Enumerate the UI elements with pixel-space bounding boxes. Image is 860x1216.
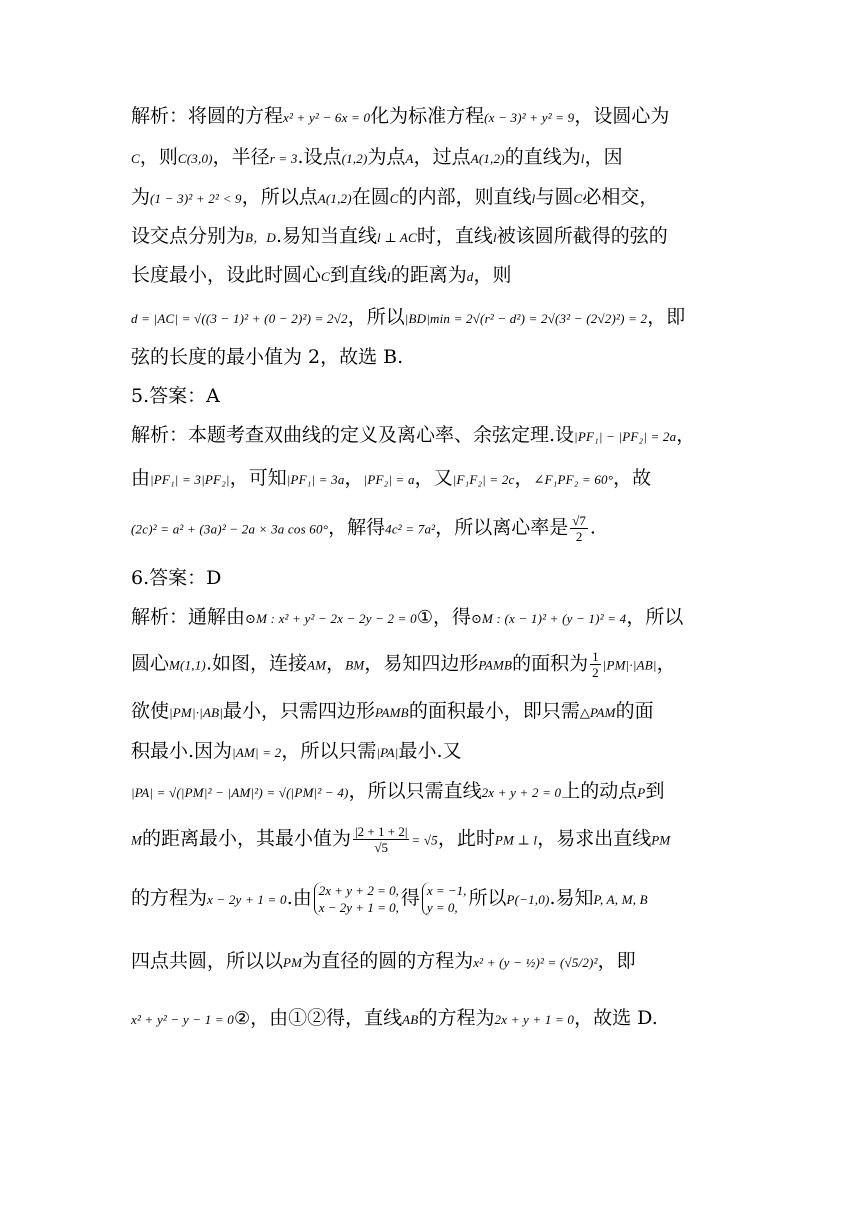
equation: |PM|·|AB| [169, 705, 224, 720]
text: ，所以 [626, 606, 684, 628]
text: 的方程为 [418, 1007, 495, 1029]
solution4-line-5 [131, 261, 740, 291]
equation: |AM| = 2 [232, 745, 282, 760]
text: 必相交， [582, 186, 659, 208]
text: ， [676, 424, 696, 446]
system-row: 2x + y + 2 = 0, [318, 883, 399, 898]
text: 化为标准方程 [370, 105, 485, 127]
equation: d = |AC| = √((3 − 1)² + (0 − 2)²) = 2√2 [131, 311, 348, 326]
text: 欲使 [131, 700, 170, 722]
equation: |PA| = √(|PM|² − |AM|²) = √(|PM|² − 4) [131, 785, 349, 800]
equation: C [321, 269, 330, 284]
text: 被该圆所截得的弦的 [496, 225, 668, 247]
fraction [590, 649, 601, 680]
text: ，又 [414, 467, 453, 489]
text: 由 [131, 467, 151, 489]
equation: A [405, 151, 414, 166]
text: ，所以只需 [281, 740, 377, 762]
text: 弦的长度的最小值为 2，故选 B. [131, 346, 404, 368]
equation: |PF₁| − |PF₂| = 2a [574, 429, 677, 444]
text: . [589, 516, 596, 539]
equation: |PF₁| = 3|PF₂| [150, 472, 230, 487]
equation: l [386, 269, 391, 284]
equation: ⊙M : (x − 1)² + (y − 1)² = 4 [470, 611, 627, 626]
equation: |BD|min = 2√(r² − d²) = 2√(3² − (2√2)²) = 2 [404, 311, 648, 326]
text: 时，直线 [416, 225, 493, 247]
text: 在圆 [351, 186, 390, 208]
text: 所以 [468, 887, 507, 909]
equation: C [573, 191, 583, 206]
text: ， [514, 467, 534, 489]
system-row: x = −1, [426, 883, 467, 898]
text: ，则 [473, 264, 512, 286]
text: 与圆 [535, 186, 574, 208]
text: 的方程为 [131, 887, 208, 909]
equation: B，D [245, 230, 276, 245]
text: 圆心 [131, 652, 170, 675]
fraction-numerator: 1 [592, 649, 599, 664]
solution6-line-8 [131, 947, 740, 977]
text: 解析：将圆的方程 [131, 105, 284, 127]
text: .易知 [549, 887, 594, 909]
text: ，得 [432, 606, 471, 628]
text: 的直线为 [504, 146, 581, 168]
text: 解析：通解由 [131, 606, 246, 628]
equation: PM [283, 955, 303, 970]
text: ，所以只需直线 [348, 780, 482, 802]
equation: AM [307, 657, 327, 673]
equation: AB [402, 1012, 419, 1027]
text: ，所以点 [241, 186, 318, 208]
fraction-denominator: 2 [592, 665, 599, 680]
solution4-line-1 [131, 102, 740, 132]
equation: (1,2) [341, 151, 368, 166]
text: ，故 [613, 467, 652, 489]
text: 的内部，则直线 [398, 186, 532, 208]
text: 为直径的圆的方程为 [302, 950, 474, 972]
solution6-line-3 [131, 697, 740, 727]
solution6-line-7 [131, 882, 740, 916]
equation: A(1,2) [317, 191, 352, 206]
text: ， [344, 467, 364, 489]
text: ，设圆心为 [574, 105, 670, 127]
equation: l [492, 230, 497, 245]
equation: 2x + y + 2 = 0 [481, 785, 562, 800]
equation: C [131, 151, 140, 166]
equation: x² + (y − ½)² = (√5/2)² [473, 955, 598, 970]
fraction-denominator: √5 [374, 840, 389, 855]
equation: P(−1,0) [506, 892, 550, 907]
text: 设交点分别为 [131, 225, 246, 247]
equation: P [637, 785, 646, 800]
equation: l [531, 191, 536, 206]
answer5-heading [131, 382, 740, 410]
equation: ∠F₁PF₂ = 60° [533, 472, 614, 487]
text: ，所以离心率是 [435, 516, 569, 539]
text: 解析：本题考查双曲线的定义及离心率、余弦定理.设 [131, 424, 575, 446]
solution5-line-2 [131, 464, 740, 494]
text: 为点 [367, 146, 406, 168]
text: .如图，连接 [205, 652, 307, 675]
equation: 2x + y + 1 = 0 [494, 1012, 575, 1027]
text: 最小，只需四边形 [223, 700, 376, 722]
equation: l ⊥ AC [377, 230, 417, 245]
solution4-line-7 [131, 343, 740, 371]
equation: C(3,0) [177, 151, 213, 166]
equation: |PM|·|AB| [602, 657, 657, 673]
text: 到直线 [329, 264, 387, 286]
solution6-line-5 [131, 777, 740, 807]
equation: 4c² = 7a² [385, 521, 436, 537]
equation: l [580, 151, 585, 166]
solution4-line-2 [131, 143, 740, 173]
solution4-line-3 [131, 183, 740, 213]
equation-system [422, 882, 467, 916]
equation: M [131, 832, 143, 848]
equation: |F₁F₂| = 2c [452, 472, 515, 487]
text: ，此时 [437, 827, 495, 850]
text: ，过点 [413, 146, 471, 168]
text: .由 [286, 887, 312, 909]
text: ，可知 [229, 467, 287, 489]
fraction [570, 513, 588, 544]
solution4-line-4 [131, 222, 740, 252]
equation: x − 2y + 1 = 0 [207, 892, 287, 907]
fraction-numerator: |2 + 1 + 2| [355, 824, 408, 839]
solution6-line-4 [131, 737, 740, 767]
text: 的面积为 [512, 652, 589, 675]
equation: |PF₁| = 3a [286, 472, 345, 487]
equation: PAMB [478, 657, 513, 673]
equation: r = 3 [269, 151, 298, 166]
text: .易知当直线 [275, 225, 377, 247]
solution6-line-9 [131, 1004, 740, 1034]
text: ，因 [584, 146, 623, 168]
equation: PAMB [375, 705, 409, 720]
text: ，半径 [212, 146, 270, 168]
equation: C [389, 191, 399, 206]
equation: △PAM [579, 705, 616, 720]
text: 的面积最小，即只需 [408, 700, 580, 722]
solution5-line-3 [131, 513, 740, 544]
solution5-line-1 [131, 421, 740, 451]
equation: M(1,1) [169, 657, 206, 673]
text: 最小.又 [398, 740, 462, 762]
equation: (x − 3)² + y² = 9 [484, 110, 575, 125]
text: .设点 [297, 146, 342, 168]
equation: x² + y² − 6x = 0 [283, 110, 371, 125]
equation: P, A, M, B [593, 892, 648, 907]
text: 四点共圆，所以以 [131, 950, 284, 972]
equation: |PF₂| = a [363, 472, 415, 487]
text: ，由①②得，直线 [250, 1007, 403, 1029]
system-row: x − 2y + 1 = 0, [318, 900, 399, 915]
text: ，所以 [347, 306, 405, 328]
circled-number: ① [416, 607, 433, 628]
circled-number: ② [234, 1008, 251, 1029]
text: ，易求出直线 [537, 827, 652, 850]
text: ， [326, 652, 346, 675]
fraction-numerator: √7 [572, 513, 586, 528]
equation: (1 − 3)² + 2² < 9 [150, 191, 242, 206]
equation: ⊙M : x² + y² − 2x − 2y − 2 = 0 [245, 611, 417, 626]
fraction-denominator: 2 [575, 529, 583, 544]
solution4-line-6 [131, 303, 740, 333]
text: 为 [131, 186, 151, 208]
equation: BM [345, 657, 365, 673]
text: ，解得 [328, 516, 386, 539]
equation: (2c)² = a² + (3a)² − 2a × 3a cos 60° [131, 521, 329, 537]
text: ，易知四边形 [364, 652, 479, 675]
fraction [353, 824, 409, 855]
text: 到 [645, 780, 665, 802]
solution6-line-2 [131, 649, 740, 680]
equation: x² + y² − y − 1 = 0 [131, 1012, 234, 1027]
text: 积最小.因为 [131, 740, 233, 762]
answer-label: 5.答案：A [131, 385, 220, 407]
solution6-line-6 [131, 824, 740, 855]
text: ，则 [139, 146, 178, 168]
equation: |PA| [376, 745, 399, 760]
equation: d [466, 269, 474, 284]
equation: = √5 [411, 832, 438, 848]
text: ， [656, 652, 676, 675]
text: 的距离为 [390, 264, 467, 286]
text: ，即 [647, 306, 686, 328]
solution6-line-1 [131, 603, 740, 633]
equation: A(1,2) [470, 151, 505, 166]
text: 的距离最小，其最小值为 [142, 827, 352, 850]
text: ，故选 D. [574, 1007, 658, 1029]
system-row: y = 0, [426, 900, 458, 915]
equation: PM [651, 832, 671, 848]
text: 得 [400, 887, 420, 909]
text: ，即 [597, 950, 636, 972]
text: 上的动点 [561, 780, 638, 802]
equation: PM ⊥ l [494, 832, 538, 848]
equation-system [314, 882, 399, 916]
answer-label: 6.答案：D [131, 567, 222, 589]
text: 长度最小，设此时圆心 [131, 264, 322, 286]
answer6-heading [131, 564, 740, 592]
text: 的面 [615, 700, 654, 722]
